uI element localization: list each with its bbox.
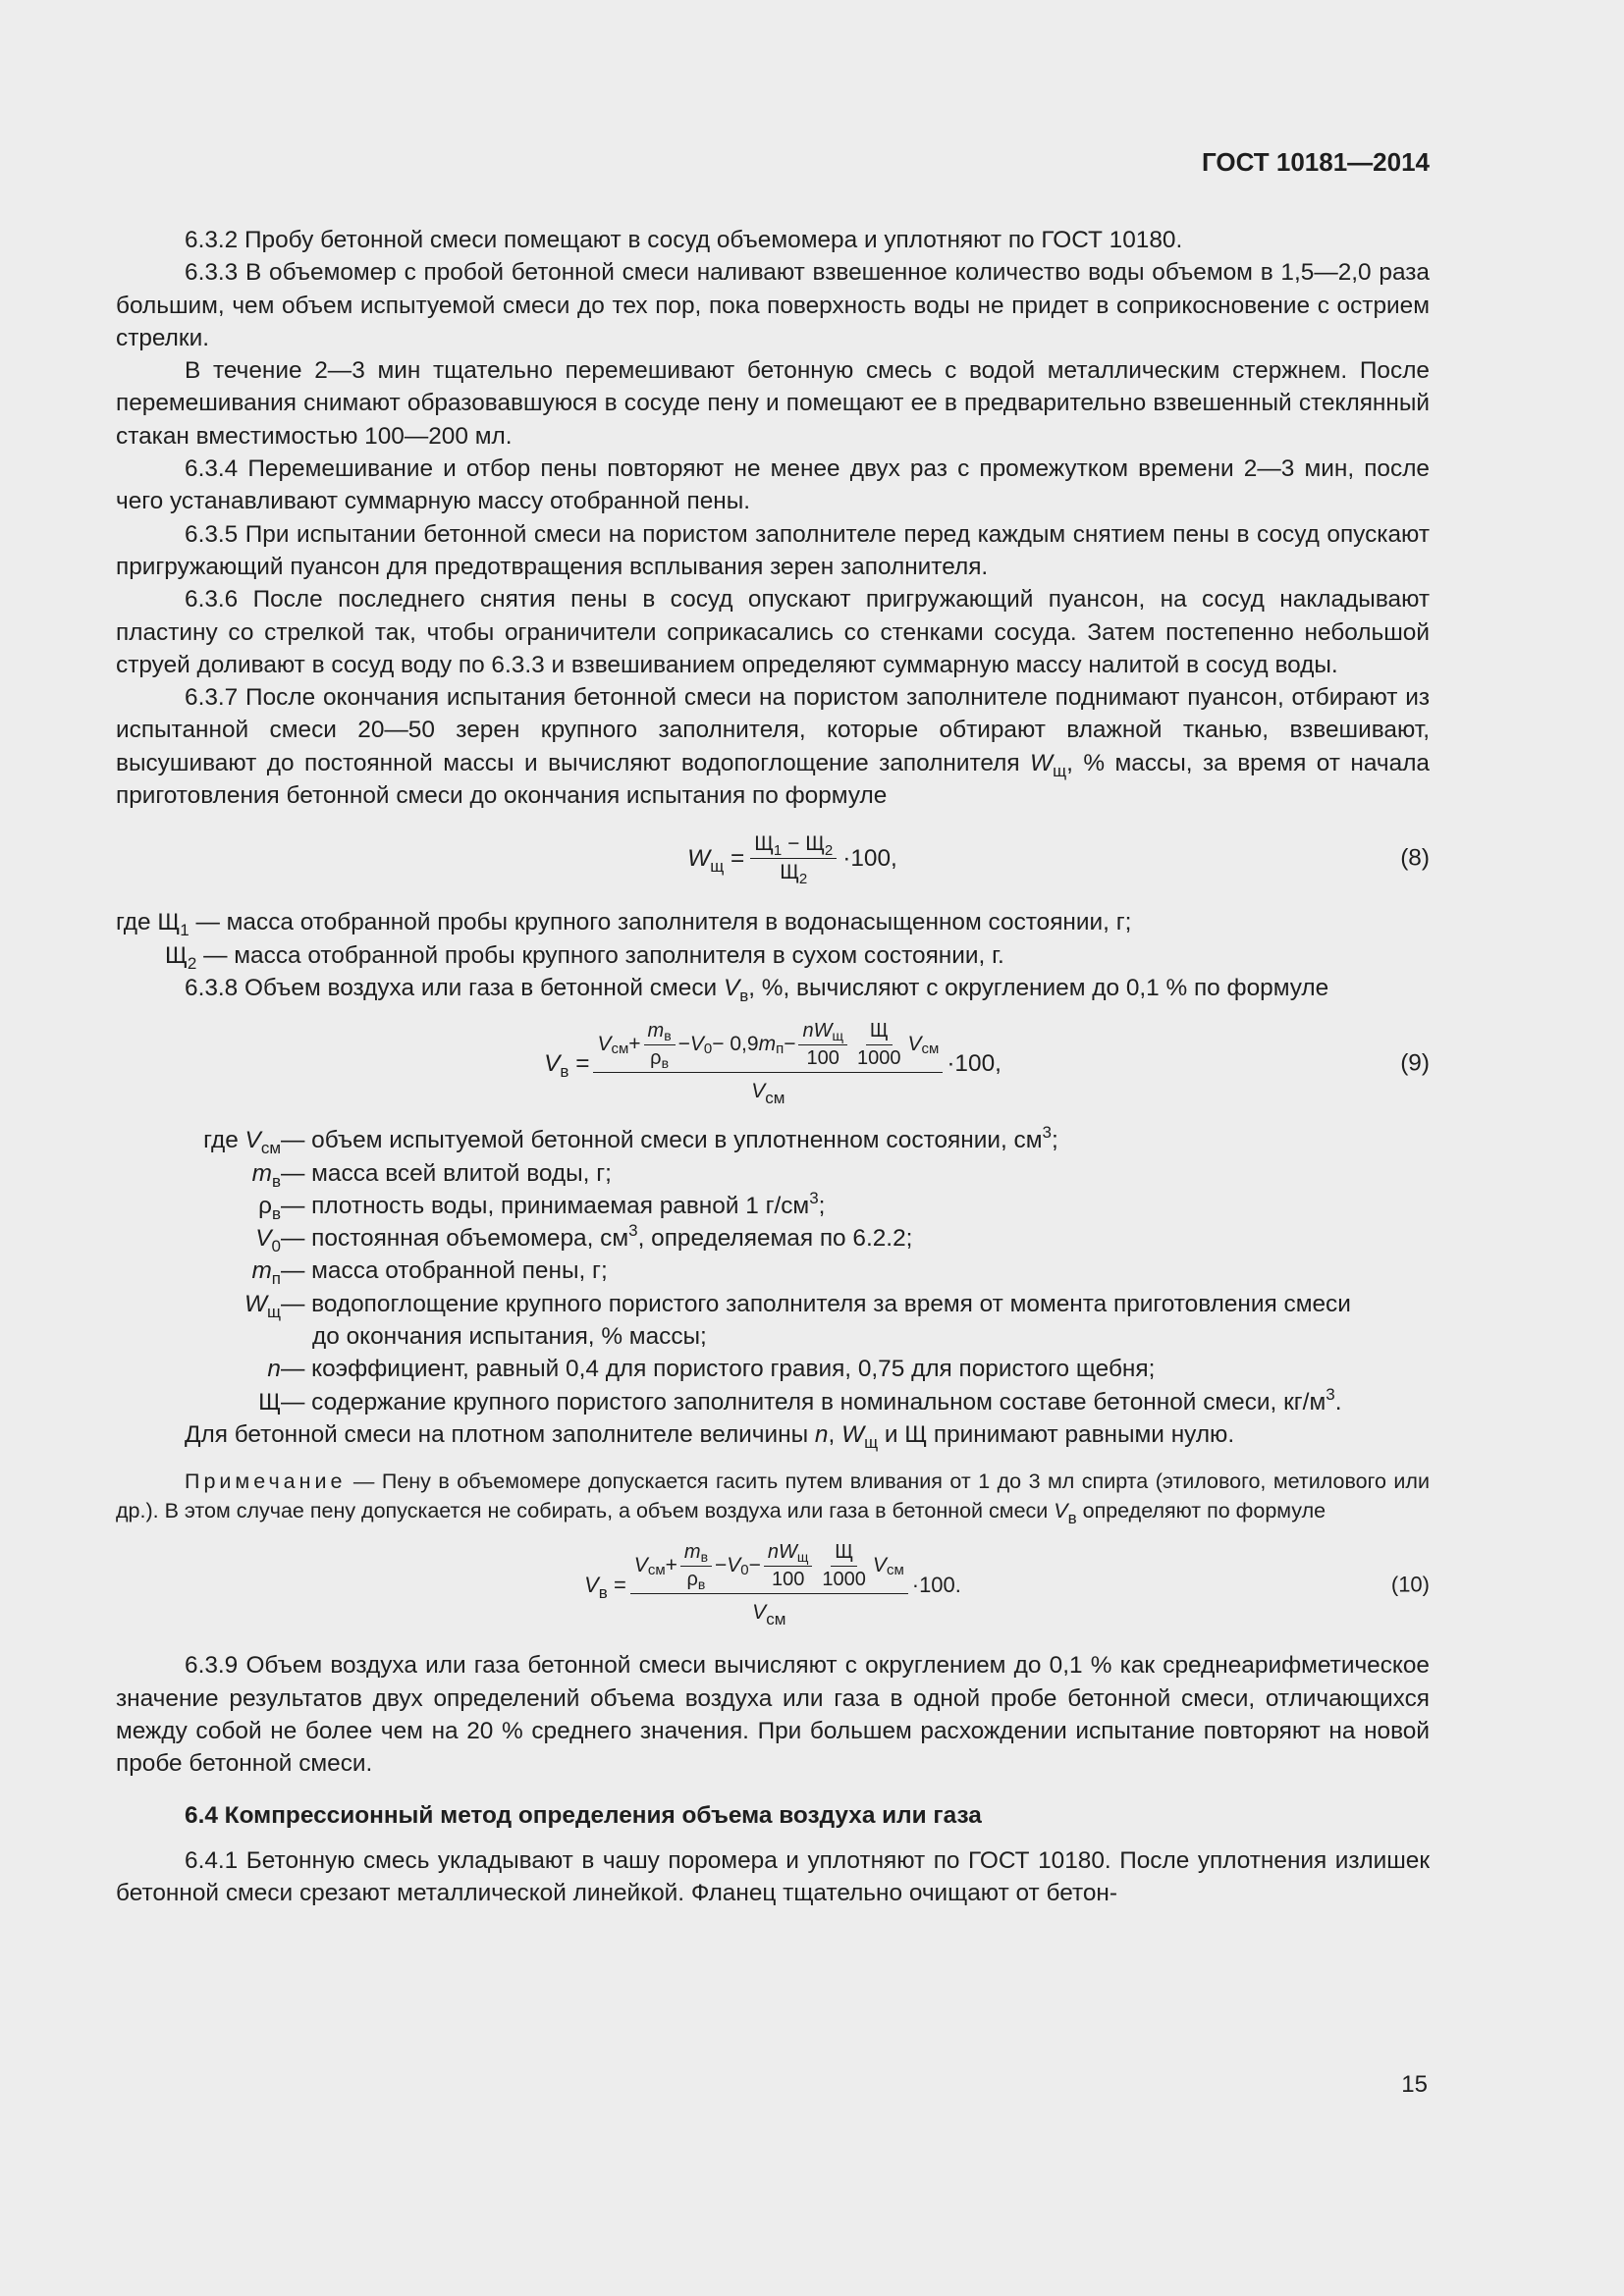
definition-row (116, 1255, 1430, 1287)
definition-sch1: где $Щ_1$ — масса отобранной пробы крупного заполнителя в водонасыщенном состоянии, г; (116, 909, 1132, 940)
document-body (116, 224, 1430, 1909)
formula-9-definitions (116, 1124, 1430, 1418)
formula-8-number: (8) (1400, 844, 1430, 872)
page-number: 15 (1401, 2071, 1428, 2098)
definition-text: — содержание крупного пористого заполнителя в номинальном составе бетонной смеси, $кг/м^3$. (281, 1384, 1342, 1415)
definition-row (116, 1190, 1430, 1222)
definition-row (116, 1320, 1430, 1353)
formula-9-main-fraction: V см + $\frac{m_в}{\rho_в}$ − V 0 − 0,9 m п − $\frac{nW_щ}{100}$ $\frac{Щ}{1000}$ V см $V_{см}$ (593, 1020, 943, 1107)
paragraph-6-3-7: 6.3.7 После окончания испытания бетонной смеси на пористом заполнителе поднимают пуансон, отбирают из испытанной смеси 20—50 зерен крупного заполнителя, которые обтирают влажной тканью, взвешивают, высушивают до постоянной массы и вычисляют водопоглощение заполнителя $W_щ$, % массы, за время от начала приготовления бетонной смеси до окончания испытания по формуле (116, 684, 1431, 810)
definition-symbol: $W_щ$ (244, 1290, 281, 1321)
definition-symbol: $\rho_в$ (258, 1192, 281, 1223)
definition-row (116, 1353, 1430, 1385)
paragraph-6-3-3: 6.3.3 В объемомер с пробой бетонной смеси наливают взвешенное количество воды объемом в 1,5—2,0 раза большим, чем объем испытуемой смеси до тех пор, пока поверхность воды не придет в соприкосновение с острием стрелки. (116, 259, 1430, 351)
definition-text: — масса всей влитой воды, г; (281, 1159, 612, 1187)
definition-symbol: $m_п$ (251, 1257, 281, 1289)
formula-9: $V_в$ = V см + $\frac{m_в}{\rho_в}$ − V 0 − 0,9 m п − $\frac{nW_щ}{100}$ $\frac{Щ}{1000}$ V см $V_{см}$ ·100, (9) (544, 1019, 1430, 1107)
definition-text: — объем испытуемой бетонной смеси в уплотненном состоянии, $см^3$; (281, 1123, 1058, 1154)
definition-symbol: $V_0$ (255, 1225, 281, 1256)
definition-text: — плотность воды, принимаемая равной 1 $г/см^3$; (281, 1188, 826, 1219)
definition-text: до окончания испытания, % массы; (312, 1323, 707, 1351)
formula-8-definitions (116, 906, 1430, 972)
formula-8: $W_щ$ = $\frac{Щ_1 - Щ_2}{Щ_2}$ ·100, (8) (687, 831, 1430, 887)
paragraph-6-3-6: 6.3.6 После последнего снятия пены в сосуд опускают пригружающий пуансон, на сосуд накладывают пластину со стрелкой так, чтобы ограничители соприкасались со стенками сосуда. Затем постепенно небольшой струей доливают в сосуд воду по 6.3.3 и взвешиванием определяют суммарную массу налитой в сосуд воды. (116, 586, 1430, 678)
note-label: Примечание (185, 1469, 347, 1494)
definition-text: — масса отобранной пены, г; (281, 1257, 608, 1285)
paragraph-6-3-8: 6.3.8 Объем воздуха или газа в бетонной смеси $V_в$, %, вычисляют с округлением до 0,1 % по формуле (185, 974, 1329, 1005)
definition-symbol: $m_в$ (251, 1159, 281, 1191)
document-code-header: ГОСТ 10181—2014 (1202, 147, 1430, 177)
definition-sch2: $Щ_2$ — масса отобранной пробы крупного заполнителя в сухом состоянии, г. (165, 941, 1004, 973)
paragraph-6-3-2: 6.3.2 Пробу бетонной смеси помещают в сосуд объемомера и уплотняют по ГОСТ 10180. (185, 227, 1183, 253)
paragraph-6-3-4: 6.3.4 Перемешивание и отбор пены повторяют не менее двух раз с промежутком времени 2—3 мин, после чего устанавливают суммарную массу отобранной пены. (116, 455, 1430, 515)
definition-text: — водопоглощение крупного пористого заполнителя за время от момента приготовления смеси (281, 1290, 1351, 1317)
definition-row (116, 1157, 1430, 1190)
definition-text: — коэффициент, равный 0,4 для пористого гравия, 0,75 для пористого щебня; (281, 1356, 1156, 1383)
paragraph-dense-aggregate: Для бетонной смеси на плотном заполнителе величины n, $W_щ$ и Щ принимают равными нулю. (185, 1420, 1235, 1452)
definition-symbol (116, 1320, 281, 1353)
section-heading-6-4: 6.4 Компрессионный метод определения объема воздуха или газа (185, 1802, 982, 1830)
definition-row (116, 1222, 1430, 1255)
definition-symbol: Щ (258, 1388, 281, 1415)
definition-row (116, 1386, 1430, 1418)
definition-symbol: где $V_{см}$ (203, 1127, 281, 1158)
definition-row (116, 1288, 1430, 1320)
formula-10-number: (10) (1390, 1572, 1430, 1597)
definition-text: — постоянная объемомера, $см^3$, определяемая по 6.2.2; (281, 1221, 913, 1253)
formula-10: $V_в$ = V см + $\frac{m_в}{\rho_в}$ − V 0 − $\frac{nW_щ}{100}$ $\frac{Щ}{1000}$ V см $V_{см}$ ·100. (10) (584, 1540, 1430, 1629)
note: Примечание — Пену в объемомере допускается гасить путем вливания от 1 до 3 мл спирта (этилового, метилового или др.). В этом случае пену допускается не собирать, а объем воздуха или газа в бетонной смеси $V_в$ определяют по формуле (116, 1469, 1430, 1528)
formula-8-fraction: $\frac{Щ_1 - Щ_2}{Щ_2}$ (750, 832, 837, 884)
paragraph-6-3-3-continued: В течение 2—3 мин тщательно перемешивают бетонную смесь с водой металлическим стержнем. После перемешивания снимают образовавшуюся в сосуде пену и помещают ее в предварительно взвешенный стеклянный стакан вместимостью 100—200 мл. (116, 357, 1430, 450)
paragraph-6-3-9: 6.3.9 Объем воздуха или газа бетонной смеси вычисляют с округлением до 0,1 % как среднеарифметическое значение результатов двух определений объема воздуха или газа в одной пробе бетонной смеси, отличающихся между собой не более чем на 20 % среднего значения. При большем расхождении испытание повторяют на новой пробе бетонной смеси. (116, 1652, 1430, 1778)
formula-10-main-fraction: V см + $\frac{m_в}{\rho_в}$ − V 0 − $\frac{nW_щ}{100}$ $\frac{Щ}{1000}$ V см $V_{см}$ (630, 1541, 908, 1629)
formula-9-number: (9) (1400, 1049, 1430, 1077)
definition-symbol: n (267, 1356, 281, 1383)
paragraph-6-4-1: 6.4.1 Бетонную смесь укладывают в чашу поромера и уплотняют по ГОСТ 10180. После уплотнения излишек бетонной смеси срезают металлической линейкой. Фланец тщательно очищают от бетон- (116, 1846, 1430, 1906)
definition-row (116, 1124, 1430, 1156)
paragraph-6-3-5: 6.3.5 При испытании бетонной смеси на пористом заполнителе перед каждым снятием пены в сосуд опускают пригружающий пуансон для предотвращения всплывания зерен заполнителя. (116, 520, 1430, 580)
